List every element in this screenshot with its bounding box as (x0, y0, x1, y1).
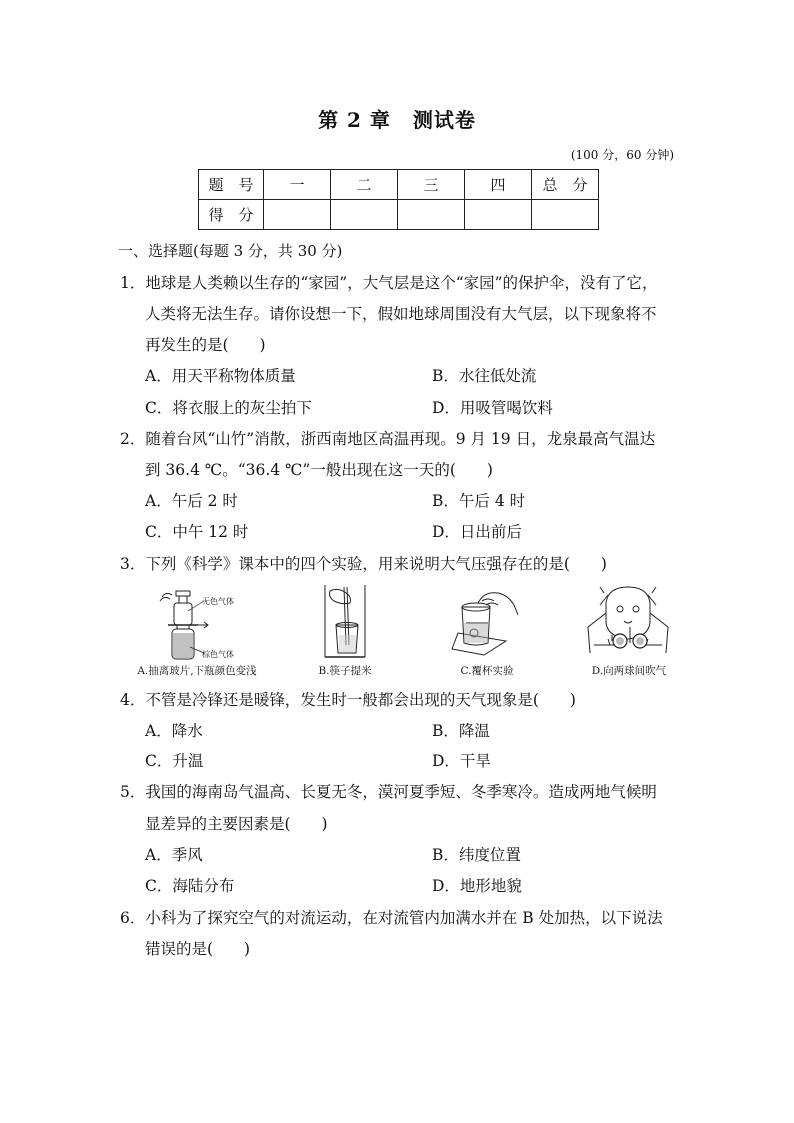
question-2-option-a: A．午后 2 时 (145, 492, 238, 510)
score-table-cell: 四 (465, 170, 532, 200)
figure-a-label-top: 无色气体 (202, 597, 234, 606)
question-4-option-a: A．降水 (145, 722, 203, 740)
score-input-cell[interactable] (465, 200, 532, 230)
question-1-option-c: C．将衣服上的灰尘拍下 (145, 399, 312, 417)
question-5-option-c: C．海陆分布 (145, 877, 235, 895)
figure-b-caption: B.筷子提米 (318, 665, 372, 677)
question-5-option-d: D．地形地貌 (432, 877, 522, 895)
figure-d-caption: D.向两球间吹气 (591, 665, 667, 677)
question-4-option-d: D．干旱 (432, 752, 491, 770)
question-4-option-b: B．降温 (432, 722, 490, 740)
question-2-line: 2．随着台风“山竹”消散，浙西南地区高温再现。9 月 19 日，龙泉最高气温达 (120, 430, 656, 448)
question-4-line: 4．不管是冷锋还是暖锋，发生时一般都会出现的天气现象是( ) (120, 691, 576, 709)
question-5-option-a: A．季风 (145, 846, 203, 864)
score-table-header-row (199, 170, 599, 200)
score-table-cell: 题 号 (199, 170, 264, 200)
question-2-option-d: D．日出前后 (432, 523, 522, 541)
question-5-line: 显差异的主要因素是( ) (145, 815, 328, 833)
score-row-label: 得 分 (199, 200, 264, 230)
score-input-cell[interactable] (532, 200, 599, 230)
chapter-number: 第 2 章 (318, 108, 391, 132)
question-1-option-a: A．用天平称物体质量 (145, 367, 296, 385)
chopsticks-rice-illustration (280, 583, 410, 663)
question-6-line: 错误的是( ) (145, 940, 251, 958)
question-1-line: 人类将无法生存。请你设想一下，假如地球周围没有大气层，以下现象将不 (145, 305, 657, 323)
score-input-cell[interactable] (331, 200, 398, 230)
score-table-cell: 三 (398, 170, 465, 200)
exam-title: 测试卷 (412, 108, 476, 132)
question-3-figures (132, 583, 677, 678)
figure-b (280, 583, 410, 678)
page-title (0, 104, 794, 133)
section-heading: 一、选择题(每题 3 分，共 30 分) (118, 242, 343, 260)
figure-a (132, 583, 262, 678)
score-table-cell: 二 (331, 170, 398, 200)
question-1-line: 再发生的是( ) (145, 336, 266, 354)
figure-a-label-bottom: 棕色气体 (202, 650, 234, 659)
question-2-option-c: C．中午 12 时 (145, 523, 249, 541)
score-table (198, 169, 599, 230)
question-2-line: 到 36.4 ℃。“36.4 ℃”一般出现在这一天的( ) (145, 461, 493, 479)
blowing-balls-illustration (564, 583, 694, 663)
figure-a-caption: A.抽离玻片,下瓶颜色变浅 (137, 665, 257, 677)
inverted-cup-illustration (422, 583, 552, 663)
figure-c (422, 583, 552, 678)
question-5-line: 5．我国的海南岛气温高、长夏无冬，漠河夏季短、冬季寒冷。造成两地气候明 (120, 783, 657, 801)
question-4-option-c: C．升温 (145, 752, 204, 770)
question-1-option-b: B．水往低处流 (432, 367, 537, 385)
score-table-cell: 一 (264, 170, 331, 200)
score-time-info: (100 分，60 分钟) (570, 148, 674, 162)
score-table-score-row (199, 200, 599, 230)
figure-d (564, 583, 694, 678)
gas-diffusion-illustration (132, 583, 262, 663)
question-1-option-d: D．用吸管喝饮料 (432, 399, 553, 417)
question-6-line: 6．小科为了探究空气的对流运动，在对流管内加满水并在 B 处加热，以下说法 (120, 909, 663, 927)
question-3-line: 3．下列《科学》课本中的四个实验，用来说明大气压强存在的是( ) (120, 555, 607, 573)
score-table-cell: 总 分 (532, 170, 599, 200)
score-input-cell[interactable] (264, 200, 331, 230)
figure-c-caption: C.覆杯实验 (460, 665, 514, 677)
question-1-line: 1．地球是人类赖以生存的“家园”，大气层是这个“家园”的保护伞，没有了它， (120, 274, 658, 292)
score-input-cell[interactable] (398, 200, 465, 230)
question-2-option-b: B．午后 4 时 (432, 492, 526, 510)
question-5-option-b: B．纬度位置 (432, 846, 521, 864)
